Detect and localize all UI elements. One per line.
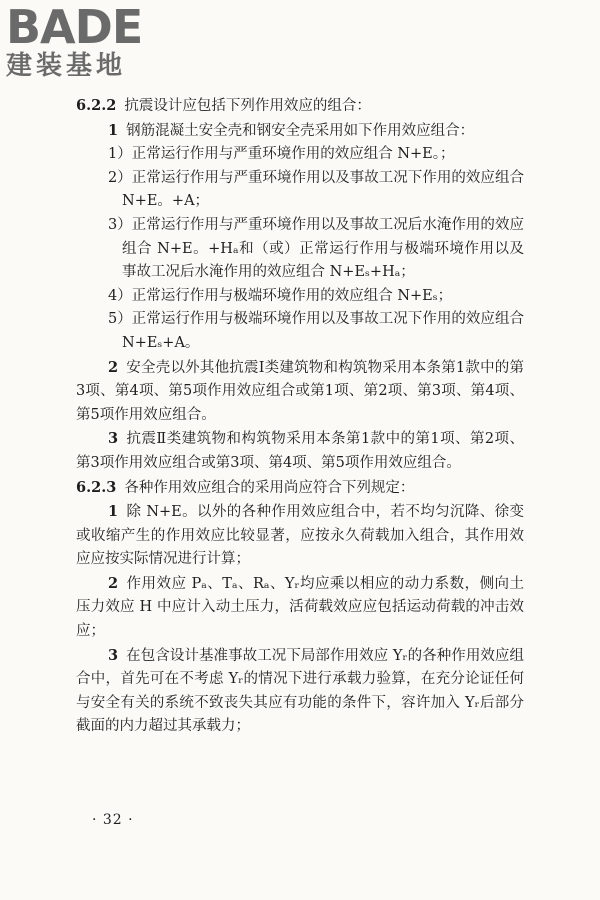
page-number: · 32 ·: [92, 812, 134, 828]
item-number: 2: [108, 358, 119, 376]
item-number: 2: [108, 574, 119, 592]
clause-text: 抗震设计应包括下列作用效应的组合：: [124, 98, 371, 114]
logo-subtitle: 建装基地: [6, 51, 127, 81]
item-text: 抗震Ⅱ类建筑物和构筑物采用本条第1款中的第1项、第2项、第3项作用效应组合或第3项、第4项、第5项作用效应组合。: [76, 431, 524, 471]
item-text: 安全壳以外其他抗震Ⅰ类建筑物和构筑物采用本条第1款中的第3项、第4项、第5项作用效应组合或第1项、第2项、第3项、第4项、第5项作用效应组合。: [76, 359, 524, 423]
item-text: 作用效应 Pₐ、Tₐ、Rₐ、Yᵣ均应乘以相应的动力系数，侧向土压力效应 H 中应计入动土压力，活荷载效应应包括运动荷载的冲击效应；: [76, 575, 524, 640]
sub-item-5: 5）正常运行作用与极端环境作用以及事故工况下作用的效应组合 N+Eₛ+A。: [108, 311, 524, 351]
clause-6-2-3: [76, 476, 524, 501]
document-body: [76, 94, 524, 739]
item-text: 钢筋混凝土安全壳和钢安全壳采用如下作用效应组合：: [126, 122, 475, 139]
item-2: [76, 356, 524, 428]
item-text: 除 N+E。以外的各种作用效应组合中，若不均匀沉降、徐变或收缩产生的作用效应比较显著，应按永久荷载加入组合，其作用效应应按实际情况进行计算；: [76, 504, 524, 568]
item-3: [76, 427, 524, 475]
sub-item-4: 4）正常运行作用与极端环境作用的效应组合 N+Eₛ；: [108, 287, 453, 304]
clause-number: 6.2.2: [76, 97, 117, 114]
clause-number: 6.2.3: [76, 478, 117, 496]
sub-item-3: 3）正常运行作用与严重环境作用以及事故工况后水淹作用的效应组合 N+E。+Hₐ和（或）正常运行作用与极端环境作用以及事故工况后水淹作用的效应组合 N+Eₛ+Hₐ；: [108, 216, 524, 281]
item-1: [76, 119, 524, 144]
item-number: 3: [108, 430, 119, 448]
bade-logo: [6, 0, 176, 82]
clause-6-2-2: [76, 94, 524, 119]
sub-item-2: 2）正常运行作用与严重环境作用以及事故工况下作用的效应组合 N+E。+A；: [108, 169, 524, 210]
item-2: [76, 572, 524, 644]
logo-wordmark: BADE: [6, 0, 143, 54]
item-number: 1: [108, 121, 119, 139]
item-1: [76, 500, 524, 572]
clause-text: 各种作用效应组合的采用尚应符合下列规定：: [124, 479, 415, 496]
sub-item-1: 1）正常运行作用与严重环境作用的效应组合 N+E。；: [108, 146, 455, 163]
item-3: [76, 644, 524, 739]
item-number: 1: [108, 503, 119, 521]
item-number: 3: [108, 646, 119, 664]
item-text: 在包含设计基准事故工况下局部作用效应 Yᵣ的各种作用效应组合中，首先可在不考虑 Yᵣ的情况下进行承载力验算，在充分论证任何与安全有关的系统不致丧失其应有功能的条件下，容许加入 Yᵣ后部分截面的内力超过其承载力；: [76, 647, 524, 735]
